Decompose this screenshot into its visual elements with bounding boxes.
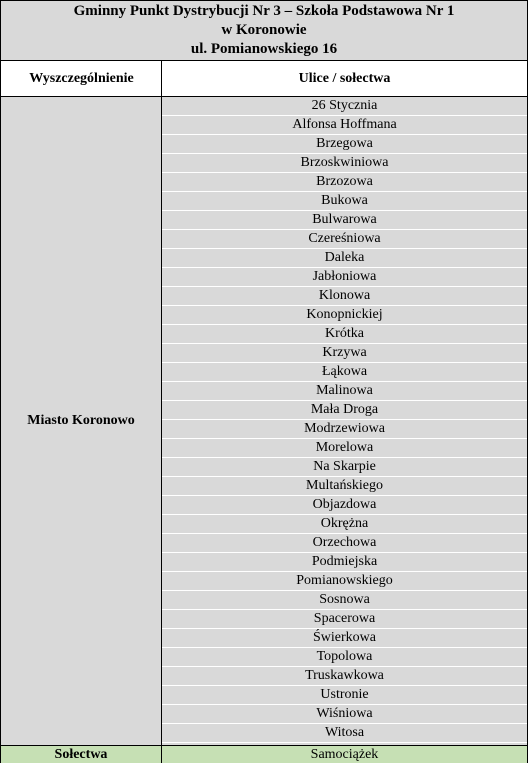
table-title: [0, 0, 528, 61]
table-row: Pomianowskiego: [162, 572, 527, 591]
column-header-ulice: Ulice / sołectwa: [161, 61, 528, 97]
table-row: Orzechowa: [162, 534, 527, 553]
table-row: Konopnickiej: [162, 306, 527, 325]
table-row: Topolowa: [162, 648, 527, 667]
table-row: Wiśniowa: [162, 705, 527, 724]
table-row: Okrężna: [162, 515, 527, 534]
table-row: Modrzewiowa: [162, 420, 527, 439]
table-row: 26 Stycznia: [162, 97, 527, 116]
table-row: Sosnowa: [162, 591, 527, 610]
table-row: Bukowa: [162, 192, 527, 211]
table-row: Łąkowa: [162, 363, 527, 382]
table-row: Malinowa: [162, 382, 527, 401]
title-line-2: w Koronowie: [221, 22, 307, 38]
category-miasto-koronowo: Miasto Koronowo: [0, 97, 162, 745]
table-row: Brzegowa: [162, 135, 527, 154]
table-row: Morelowa: [162, 439, 527, 458]
table-row: Klonowa: [162, 287, 527, 306]
table-row: Mała Droga: [162, 401, 527, 420]
table-row: Brzoskwiniowa: [162, 154, 527, 173]
table-row: Świerkowa: [162, 629, 527, 648]
title-line-1: Gminny Punkt Dystrybucji Nr 3 – Szkoła Podstawowa Nr 1: [73, 3, 455, 19]
table-row: Na Skarpie: [162, 458, 527, 477]
table-row: Podmiejska: [162, 553, 527, 572]
table-row: Spacerowa: [162, 610, 527, 629]
table-row: Krzywa: [162, 344, 527, 363]
table-row: Alfonsa Hoffmana: [162, 116, 527, 135]
village-cell: Samociążek: [162, 745, 528, 763]
street-list: [162, 97, 528, 745]
table-row: Krótka: [162, 325, 527, 344]
column-header-wyszczegolnienie: Wyszczególnienie: [0, 61, 162, 97]
table-row: Witosa: [162, 724, 527, 743]
category-solectwa: Sołectwa: [0, 745, 162, 763]
table-row: Multańskiego: [162, 477, 527, 496]
table-row: Ustronie: [162, 686, 527, 705]
table-row: Jabłoniowa: [162, 268, 527, 287]
table-row: Bulwarowa: [162, 211, 527, 230]
table-row: Objazdowa: [162, 496, 527, 515]
table-row: Daleka: [162, 249, 527, 268]
title-line-3: ul. Pomianowskiego 16: [190, 41, 338, 57]
table-row: Brzozowa: [162, 173, 527, 192]
table-row: Czereśniowa: [162, 230, 527, 249]
table-row: Truskawkowa: [162, 667, 527, 686]
